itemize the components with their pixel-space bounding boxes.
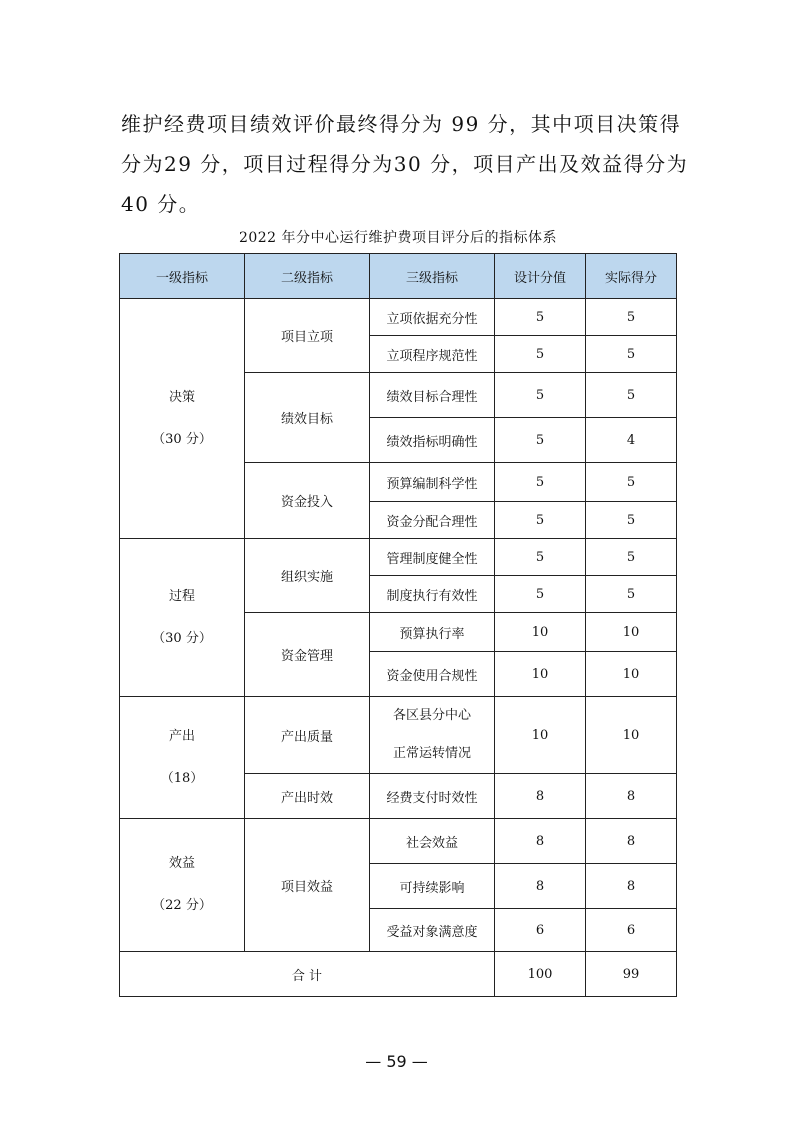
design-score-cell: 10 (495, 613, 586, 652)
actual-score-cell: 8 (586, 819, 677, 864)
level1-score: （18） (160, 770, 204, 786)
actual-score-cell: 10 (586, 652, 677, 697)
actual-score-cell: 10 (586, 697, 677, 774)
level3-cell: 立项程序规范性 (370, 336, 495, 373)
level1-cell-benefit (120, 819, 245, 952)
design-score-cell: 10 (495, 652, 586, 697)
actual-score-cell: 5 (586, 539, 677, 576)
level1-name: 效益 (168, 856, 195, 871)
level2-cell: 项目效益 (245, 819, 370, 952)
table-row (120, 819, 677, 864)
actual-score-cell: 6 (586, 909, 677, 952)
paragraph-line: 40 分。 (121, 192, 201, 216)
level3-cell (370, 697, 495, 774)
total-actual-score: 99 (586, 952, 677, 997)
design-score-cell: 5 (495, 539, 586, 576)
level3-cell: 预算执行率 (370, 613, 495, 652)
total-label: 合 计 (120, 952, 495, 997)
design-score-cell: 5 (495, 463, 586, 502)
design-score-cell: 5 (495, 418, 586, 463)
actual-score-cell: 5 (586, 463, 677, 502)
level1-cell-decision (120, 299, 245, 539)
level3-cell: 资金分配合理性 (370, 502, 495, 539)
design-score-cell: 5 (495, 336, 586, 373)
header-actual-score: 实际得分 (586, 254, 677, 299)
level1-score: （30 分） (152, 630, 212, 646)
table-caption: 2022 年分中心运行维护费项目评分后的指标体系 (238, 230, 558, 246)
design-score-cell: 6 (495, 909, 586, 952)
body-paragraph (121, 104, 689, 224)
level2-cell: 产出时效 (245, 774, 370, 819)
paragraph-line: 维护经费项目绩效评价最终得分为 99 分，其中项目决策得 (121, 112, 682, 136)
paragraph-line: 分为29 分，项目过程得分为30 分，项目产出及效益得分为 (121, 152, 689, 176)
level2-cell: 资金管理 (245, 613, 370, 697)
level3-cell: 经费支付时效性 (370, 774, 495, 819)
level3-cell: 预算编制科学性 (370, 463, 495, 502)
design-score-cell: 5 (495, 576, 586, 613)
design-score-cell: 5 (495, 502, 586, 539)
total-design-score: 100 (495, 952, 586, 997)
level1-score: （30 分） (152, 431, 212, 447)
level3-cell: 立项依据充分性 (370, 299, 495, 336)
design-score-cell: 5 (495, 373, 586, 418)
total-row (120, 952, 677, 997)
header-level1: 一级指标 (120, 254, 245, 299)
level3-line: 各区县分中心 (392, 708, 471, 723)
design-score-cell: 5 (495, 299, 586, 336)
header-design-score: 设计分值 (495, 254, 586, 299)
level1-name: 决策 (168, 389, 195, 405)
level2-cell: 产出质量 (245, 697, 370, 774)
level1-name: 产出 (168, 728, 195, 744)
design-score-cell: 8 (495, 774, 586, 819)
level3-cell: 社会效益 (370, 819, 495, 864)
level3-cell: 资金使用合规性 (370, 652, 495, 697)
level3-cell: 制度执行有效性 (370, 576, 495, 613)
actual-score-cell: 8 (586, 774, 677, 819)
actual-score-cell: 4 (586, 418, 677, 463)
actual-score-cell: 5 (586, 373, 677, 418)
level3-cell: 管理制度健全性 (370, 539, 495, 576)
header-level3: 三级指标 (370, 254, 495, 299)
table-row (120, 539, 677, 576)
actual-score-cell: 5 (586, 299, 677, 336)
header-level2: 二级指标 (245, 254, 370, 299)
level2-cell: 资金投入 (245, 463, 370, 539)
actual-score-cell: 8 (586, 864, 677, 909)
actual-score-cell: 10 (586, 613, 677, 652)
actual-score-cell: 5 (586, 576, 677, 613)
actual-score-cell: 5 (586, 502, 677, 539)
level1-cell-process (120, 539, 245, 697)
level3-line: 正常运转情况 (392, 746, 471, 761)
design-score-cell: 8 (495, 819, 586, 864)
table-row (120, 299, 677, 336)
level2-cell: 组织实施 (245, 539, 370, 613)
level2-cell: 绩效目标 (245, 373, 370, 463)
table-header-row (120, 254, 677, 299)
level3-cell: 绩效目标合理性 (370, 373, 495, 418)
table-row (120, 697, 677, 774)
level1-score: （22 分） (152, 898, 212, 913)
page-number: — 59 — (365, 1052, 428, 1071)
design-score-cell: 10 (495, 697, 586, 774)
level2-cell: 项目立项 (245, 299, 370, 373)
level1-cell-output (120, 697, 245, 819)
level1-name: 过程 (168, 588, 195, 604)
design-score-cell: 8 (495, 864, 586, 909)
level3-cell: 可持续影响 (370, 864, 495, 909)
actual-score-cell: 5 (586, 336, 677, 373)
indicator-table (119, 253, 677, 997)
level3-cell: 绩效指标明确性 (370, 418, 495, 463)
level3-cell: 受益对象满意度 (370, 909, 495, 952)
